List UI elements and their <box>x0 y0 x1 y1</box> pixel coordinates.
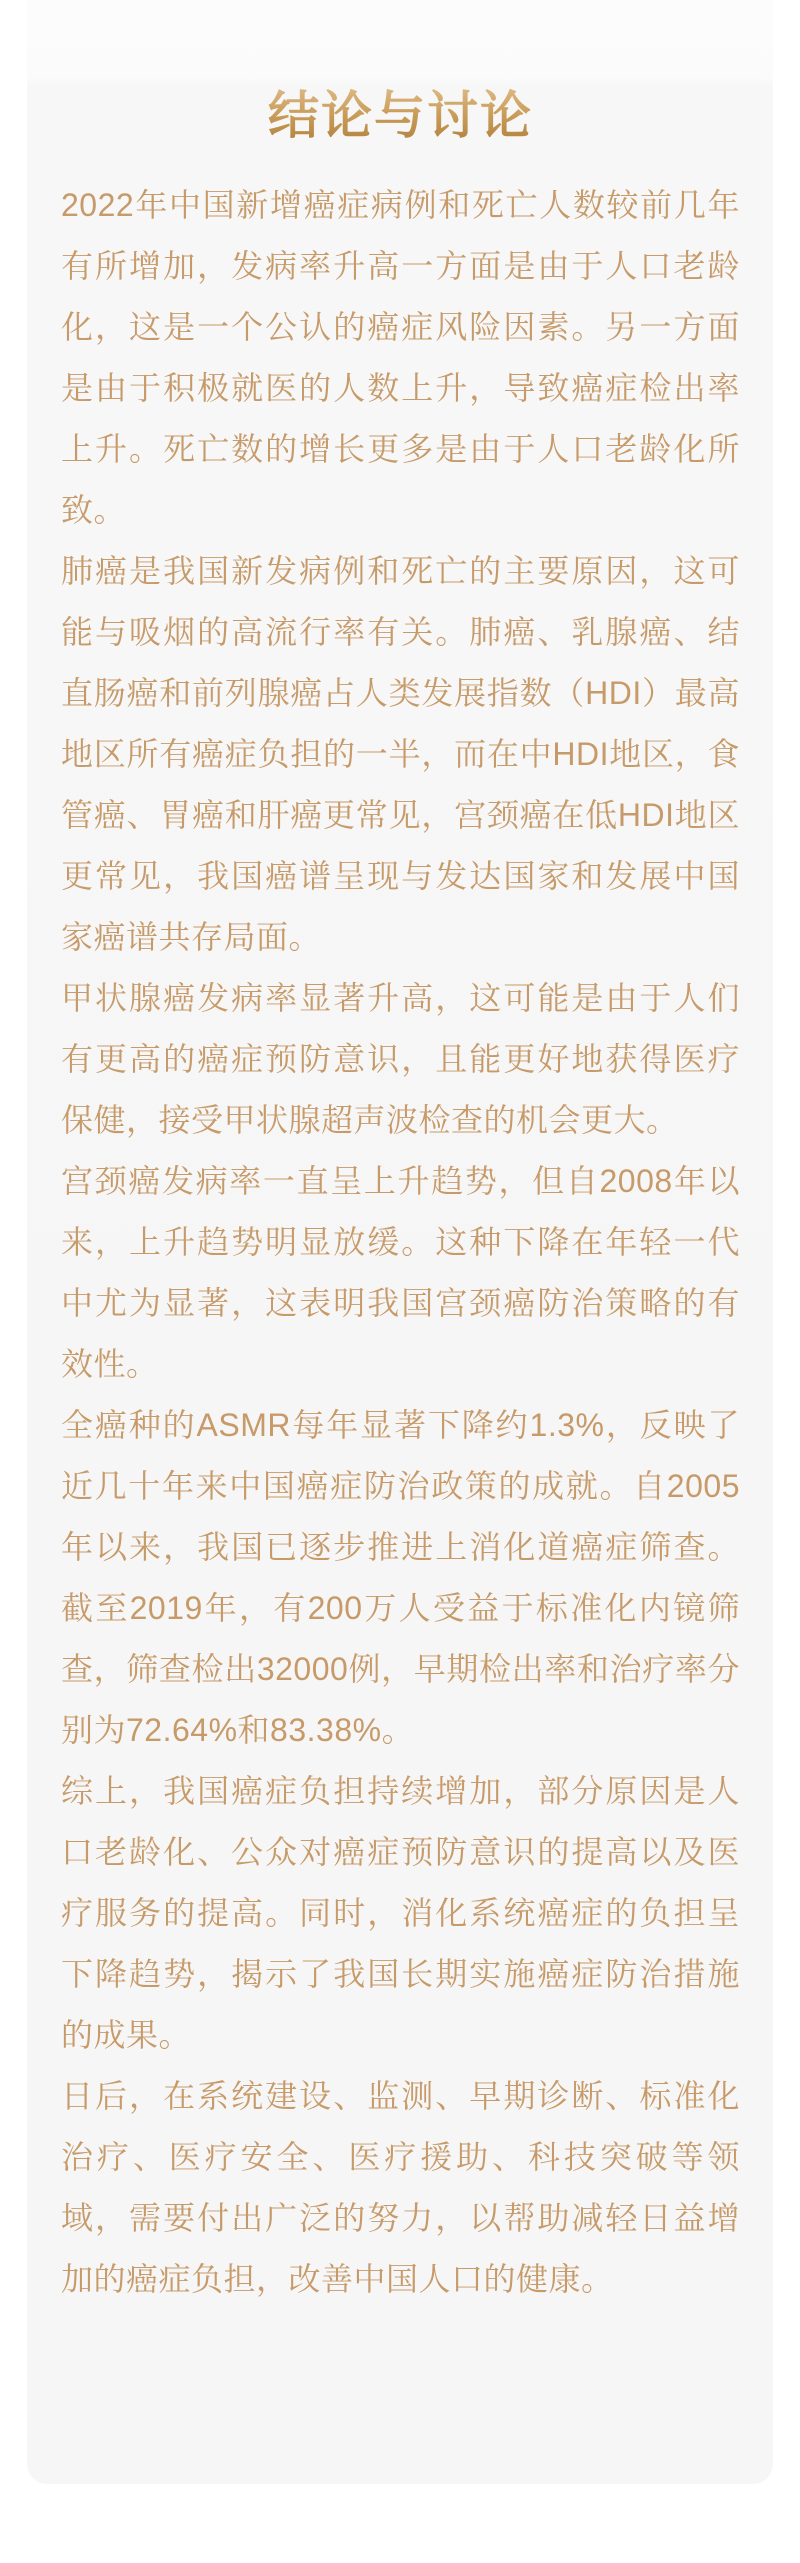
paragraph: 肺癌是我国新发病例和死亡的主要原因，这可能与吸烟的高流行率有关。肺癌、乳腺癌、结直肠癌和前列腺癌占人类发展指数（HDI）最高地区所有癌症负担的一半，而在中HDI地区，食管癌、胃癌和肝癌更常见，宫颈癌在低HDI地区更常见，我国癌谱呈现与发达国家和发展中国家癌谱共存局面。 <box>61 553 740 955</box>
content-card <box>27 0 773 2484</box>
paragraph: 综上，我国癌症负担持续增加，部分原因是人口老龄化、公众对癌症预防意识的提高以及医疗服务的提高。同时，消化系统癌症的负担呈下降趋势，揭示了我国长期实施癌症防治措施的成果。 <box>61 1773 740 2053</box>
paragraph: 2022年中国新增癌症病例和死亡人数较前几年有所增加，发病率升高一方面是由于人口老龄化，这是一个公认的癌症风险因素。另一方面是由于积极就医的人数上升，导致癌症检出率上升。死亡数的增长更多是由于人口老龄化所致。 <box>61 187 740 528</box>
article-body <box>61 175 740 2310</box>
paragraph: 宫颈癌发病率一直呈上升趋势，但自2008年以来，上升趋势明显放缓。这种下降在年轻一代中尤为显著，这表明我国宫颈癌防治策略的有效性。 <box>61 1163 740 1382</box>
paragraph: 甲状腺癌发病率显著升高，这可能是由于人们有更高的癌症预防意识，且能更好地获得医疗保健，接受甲状腺超声波检查的机会更大。 <box>61 980 740 1138</box>
paragraph: 全癌种的ASMR每年显著下降约1.3%，反映了近几十年来中国癌症防治政策的成就。自2005年以来，我国已逐步推进上消化道癌症筛查。截至2019年，有200万人受益于标准化内镜筛查，筛查检出32000例，早期检出率和治疗率分别为72.64%和83.38%。 <box>61 1407 740 1748</box>
paragraph: 日后，在系统建设、监测、早期诊断、标准化治疗、医疗安全、医疗援助、科技突破等领域，需要付出广泛的努力，以帮助减轻日益增加的癌症负担，改善中国人口的健康。 <box>61 2078 740 2297</box>
section-title: 结论与讨论 <box>61 82 740 152</box>
